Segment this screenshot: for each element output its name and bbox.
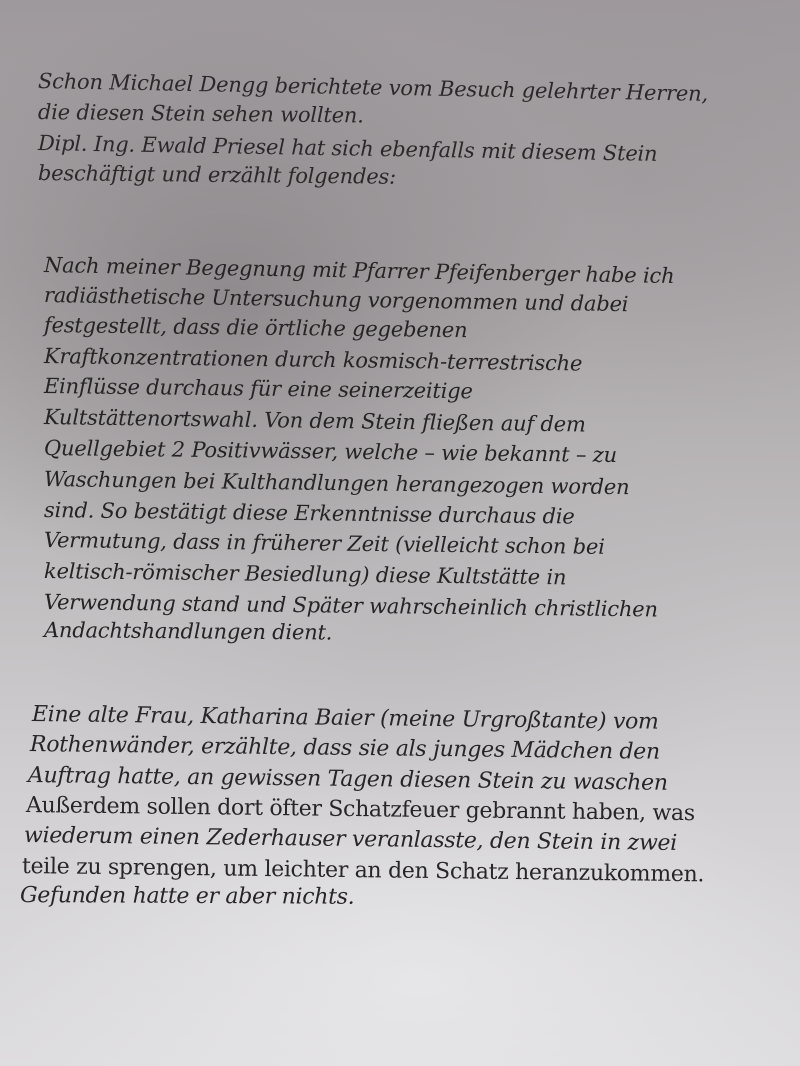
- text-line: Verwendung stand und Später wahrscheinlich christlichen: [43, 590, 658, 622]
- text-line: sind. So bestätigt diese Erkenntnisse durchaus die: [43, 498, 575, 529]
- text-line: Quellgebiet 2 Positivwässer, welche – wie bekannt – zu: [43, 436, 618, 467]
- text-line: wiederum einen Zederhauser veranlasste, den Stein in zwei: [23, 823, 678, 856]
- text-line: Kultstättenortswahl. Von dem Stein fließen auf dem: [43, 405, 586, 437]
- text-line: Gefunden hatte er aber nichts.: [19, 883, 355, 910]
- text-line: keltisch-römischer Besiedlung) diese Kultstätte in: [43, 559, 567, 590]
- text-line: Waschungen bei Kulthandlungen herangezogen worden: [43, 467, 630, 500]
- text-line: Andachtshandlungen dient.: [43, 618, 333, 645]
- text-line: beschäftigt und erzählt folgendes:: [37, 161, 397, 189]
- text-line: Vermutung, dass in früherer Zeit (vielleicht schon bei: [43, 528, 605, 559]
- text-line: die diesen Stein sehen wollten.: [37, 100, 364, 128]
- text-line: Einflüsse durchaus für eine seinerzeitige: [43, 374, 473, 404]
- text-line: Schon Michael Dengg berichtete vom Besuch gelehrter Herren,: [37, 69, 709, 106]
- text-line: Eine alte Frau, Katharina Baier (meine Urgroßtante) vom: [31, 702, 659, 735]
- text-line: Kraftkonzentrationen durch kosmisch-terrestrische: [43, 344, 583, 376]
- text-line: Dipl. Ing. Ewald Priesel hat sich ebenfalls mit diesem Stein: [37, 131, 658, 166]
- text-line: Außerdem sollen dort öfter Schatzfeuer gebrannt haben, was: [25, 793, 695, 827]
- text-line: radiästhetische Untersuchung vorgenommen und dabei: [43, 283, 629, 317]
- text-line: Rothenwänder, erzählte, dass sie als junges Mädchen den: [29, 732, 660, 765]
- text-line: Nach meiner Begegnung mit Pfarrer Pfeifenberger habe ich: [43, 253, 675, 289]
- text-line: teile zu sprengen, um leichter an den Schatz heranzukommen.: [21, 854, 705, 888]
- text-line: festgestellt, dass die örtliche gegebenen: [43, 313, 468, 343]
- text-line: Auftrag hatte, an gewissen Tagen diesen Stein zu waschen: [27, 763, 668, 796]
